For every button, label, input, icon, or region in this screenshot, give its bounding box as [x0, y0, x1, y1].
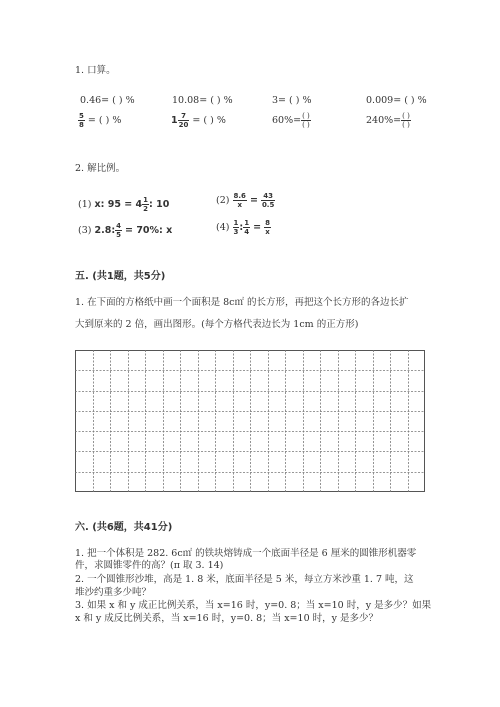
answer-blank: ( ) — [203, 115, 214, 126]
expression: 0.46= — [80, 95, 110, 106]
percent-sign: % — [112, 115, 122, 126]
equals: = — [87, 115, 96, 126]
fraction: $\frac{1}{2}$ — [143, 196, 149, 213]
item-label: (1) — [78, 199, 92, 210]
equals: = — [192, 115, 201, 126]
fraction: $\frac{8.6}{x}$ — [233, 192, 246, 209]
answer-blank: ( ) — [98, 115, 110, 126]
oral-item-8 — [366, 112, 411, 129]
section-6-heading: 六. (共6题，共41分) — [75, 522, 173, 533]
oral-calc-title: 1. 口算。 — [75, 65, 116, 76]
fraction: $\frac{4}{5}$ — [116, 222, 122, 239]
section-5-question-line-2: 大到原来的 2 倍，画出图形。(每个方格代表边长为 1cm 的正方形) — [75, 319, 359, 330]
expression: 2.8: — [94, 225, 116, 236]
oral-item-6 — [171, 112, 226, 129]
expression: 240%= — [366, 115, 402, 126]
fraction: $\frac{43}{0.5}$ — [261, 192, 275, 209]
colon: : — [239, 222, 244, 233]
percent-sign: % — [125, 95, 135, 106]
percent-sign: % — [302, 95, 312, 106]
oral-item-1 — [80, 95, 135, 106]
section-5-heading: 五. (共1题，共5分) — [75, 271, 166, 282]
expression: x: 95 = 4 — [94, 199, 143, 210]
oral-item-2 — [172, 95, 233, 106]
ratio-title: 2. 解比例。 — [75, 163, 126, 174]
oral-item-5 — [78, 112, 121, 129]
fraction: $\frac{7}{20}$ — [178, 112, 189, 129]
whole-number: 1 — [171, 115, 178, 126]
section-6-line-6: x 和 y 成反比例关系，当 x=16 时，y=0. 8；当 x=10 时，y 是多少？ — [75, 613, 379, 624]
section-6-line-3: 2. 一个圆锥形沙堆，高是 1. 8 米，底面半径是 5 米，每立方米沙重 1. 7 吨，这 — [75, 574, 414, 585]
fraction: $\frac{8}{x}$ — [265, 219, 270, 236]
fraction: $\frac{5}{8}$ — [79, 112, 84, 129]
section-5-question-line-1: 1. 在下面的方格纸中画一个面积是 8c㎡ 的长方形，再把这个长方形的各边长扩 — [75, 297, 409, 308]
section-6-line-5: 3. 如果 x 和 y 成正比例关系，当 x=16 时，y=0. 8；当 x=10 时，y 是多少？如果 — [75, 600, 432, 611]
fraction: $\frac{1}{3}$ — [233, 219, 239, 236]
percent-sign: % — [223, 95, 233, 106]
fraction: $\frac{1}{4}$ — [244, 219, 250, 236]
item-label: (3) — [78, 225, 92, 236]
ratio-item-3 — [78, 222, 172, 239]
ratio-item-1 — [78, 196, 169, 213]
oral-item-7 — [272, 112, 311, 129]
expression: 3= — [272, 95, 287, 106]
ratio-item-4 — [216, 219, 271, 236]
section-6-line-2: 件，求圆锥零件的高？(π 取 3. 14) — [75, 560, 224, 571]
percent-sign: % — [216, 115, 226, 126]
expression: 60%= — [272, 115, 302, 126]
item-label: (2) — [216, 195, 230, 206]
fraction-blank: $\frac{( )}{( )}$ — [302, 112, 310, 129]
equals: = — [249, 195, 258, 206]
oral-item-3 — [272, 95, 312, 106]
expression: 0.009= — [366, 95, 402, 106]
expression: 10.08= — [172, 95, 208, 106]
equals: = — [253, 222, 262, 233]
fraction-blank: $\frac{( )}{( )}$ — [402, 112, 410, 129]
grid-paper[interactable] — [75, 350, 425, 492]
ratio-item-2 — [216, 192, 275, 209]
oral-item-4 — [366, 95, 427, 106]
expression: : 10 — [149, 199, 170, 210]
section-6-line-4: 堆沙约重多少吨？ — [75, 587, 152, 598]
item-label: (4) — [216, 222, 230, 233]
expression: = 70%: x — [125, 225, 173, 236]
answer-blank: ( ) — [289, 95, 300, 106]
answer-blank: ( ) — [404, 95, 415, 106]
grid-border — [76, 351, 425, 492]
answer-blank: ( ) — [210, 95, 221, 106]
answer-blank: ( ) — [112, 95, 123, 106]
percent-sign: % — [417, 95, 427, 106]
section-6-line-1: 1. 把一个体积是 282. 6c㎡ 的铁块熔铸成一个底面半径是 6 厘米的圆锥形机器零 — [75, 548, 417, 559]
